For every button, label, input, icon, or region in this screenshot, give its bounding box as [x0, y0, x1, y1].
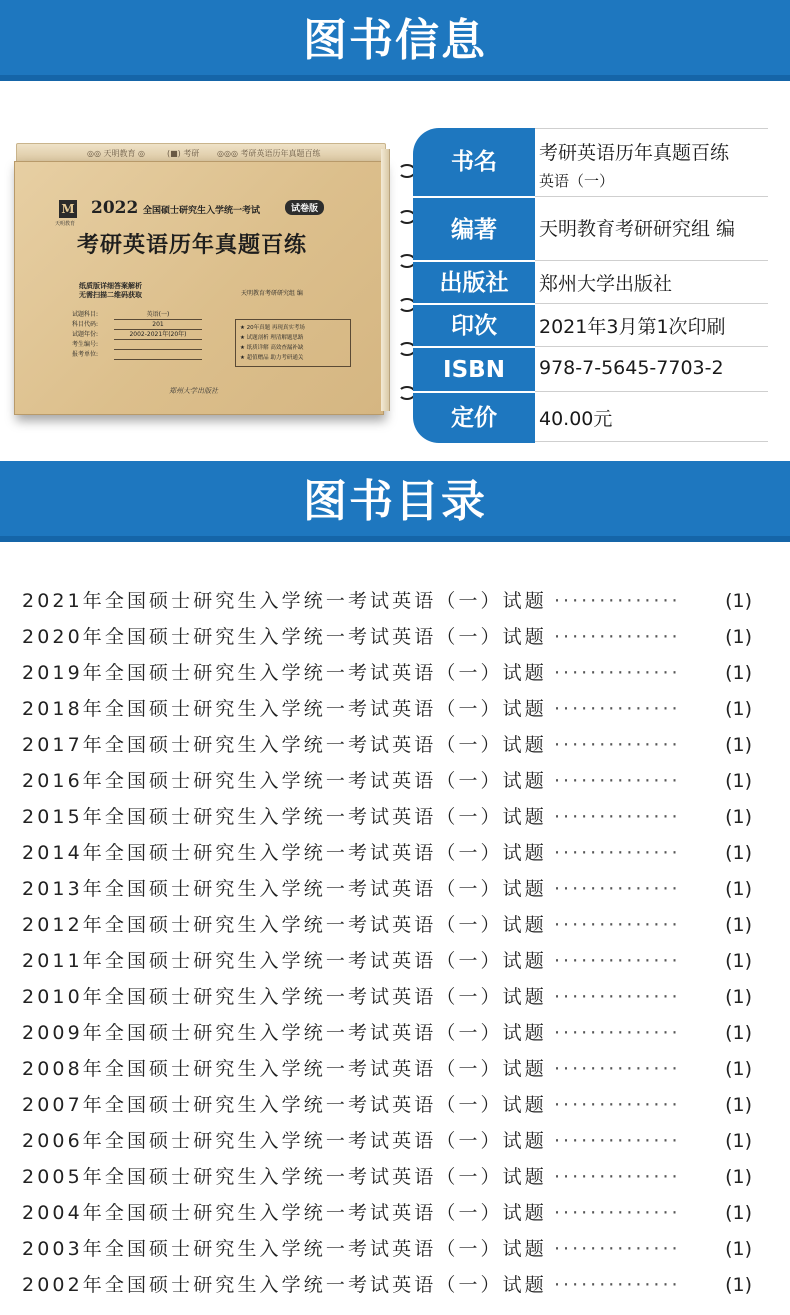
toc-title: 2004年全国硕士研究生入学统一考试英语（一）试题 [22, 1202, 547, 1224]
toc-leader-dots: ·············· [554, 842, 681, 864]
toc-title: 2005年全国硕士研究生入学统一考试英语（一）试题 [22, 1166, 547, 1188]
toc-page: (1) [725, 770, 752, 792]
toc-leader-dots: ·············· [554, 878, 681, 900]
form-row [72, 340, 202, 350]
toc-leader-dots: ·············· [554, 1274, 681, 1296]
book-cover-image [10, 143, 386, 425]
row-divider [535, 441, 768, 442]
toc-leader-dots: ·············· [554, 986, 681, 1008]
form-value [114, 340, 202, 350]
toc-page: (1) [725, 734, 752, 756]
book-front-cover [14, 161, 384, 415]
toc-heading: 图书目录 [303, 476, 487, 527]
toc-title: 2003年全国硕士研究生入学统一考试英语（一）试题 [22, 1238, 547, 1260]
form-label: 试题年份: [72, 331, 99, 338]
cover-publisher: 郑州大学出版社 [169, 387, 218, 395]
toc-entry [22, 583, 752, 619]
feature-item: ★ 20年真题 再现真实考场 [240, 325, 305, 331]
cover-features-box [235, 319, 351, 367]
toc-page: (1) [725, 1094, 752, 1116]
toc-page: (1) [725, 986, 752, 1008]
cover-form [72, 310, 202, 360]
toc-title: 2012年全国硕士研究生入学统一考试英语（一）试题 [22, 914, 547, 936]
toc-leader-dots: ·············· [554, 1094, 681, 1116]
feature-item: ★ 试题剖析 理清解题思路 [240, 335, 304, 341]
toc-leader-dots: ·············· [554, 590, 681, 612]
info-subvalue: 英语（一） [539, 172, 615, 190]
form-label: 试题科目: [72, 311, 99, 318]
info-label: 书名 [451, 149, 497, 175]
toc-title: 2007年全国硕士研究生入学统一考试英语（一）试题 [22, 1094, 547, 1116]
toc-leader-dots: ·············· [554, 1058, 681, 1080]
info-label: 定价 [413, 391, 535, 443]
toc-title: 2019年全国硕士研究生入学统一考试英语（一）试题 [22, 662, 547, 684]
toc-page: (1) [725, 1166, 752, 1188]
toc-entry [22, 619, 752, 655]
toc-page: (1) [725, 1130, 752, 1152]
toc-entry [22, 1051, 752, 1087]
toc-page: (1) [725, 1238, 752, 1260]
toc-leader-dots: ·············· [554, 914, 681, 936]
toc-title: 2013年全国硕士研究生入学统一考试英语（一）试题 [22, 878, 547, 900]
logo-caption: 天明教育 [55, 221, 76, 227]
form-row [72, 350, 202, 360]
toc-page: (1) [725, 1202, 752, 1224]
form-value: 英语(一) [114, 310, 202, 320]
book-info-heading: 图书信息 [303, 15, 487, 66]
toc-page: (1) [725, 806, 752, 828]
toc-leader-dots: ·············· [554, 734, 681, 756]
info-value: 天明教育考研研究组 编 [539, 218, 736, 240]
toc-entry [22, 1087, 752, 1123]
toc-leader-dots: ·············· [554, 1166, 681, 1188]
toc-title: 2006年全国硕士研究生入学统一考试英语（一）试题 [22, 1130, 547, 1152]
toc-page: (1) [725, 626, 752, 648]
info-label: 出版社 [413, 260, 535, 305]
toc-title: 2014年全国硕士研究生入学统一考试英语（一）试题 [22, 842, 547, 864]
info-value: 郑州大学出版社 [539, 273, 673, 295]
toc-page: (1) [725, 950, 752, 972]
banner-stripe [0, 536, 790, 542]
row-divider [535, 303, 768, 304]
form-value: 201 [114, 320, 202, 330]
toc-entry [22, 655, 752, 691]
toc-title: 2002年全国硕士研究生入学统一考试英语（一）试题 [22, 1274, 547, 1296]
toc-entry [22, 1015, 752, 1051]
toc-entry [22, 871, 752, 907]
form-label: 考生编号: [72, 341, 99, 348]
toc-entry [22, 727, 752, 763]
toc-page: (1) [725, 590, 752, 612]
row-divider [535, 196, 768, 197]
toc-title: 2016年全国硕士研究生入学统一考试英语（一）试题 [22, 770, 547, 792]
toc-leader-dots: ·············· [554, 1202, 681, 1224]
toc-leader-dots: ·············· [554, 662, 681, 684]
info-value: 2021年3月第1次印刷 [539, 316, 726, 338]
cover-title: 考研英语历年真题百练 [77, 232, 308, 258]
form-row [72, 320, 202, 330]
row-divider [535, 346, 768, 347]
info-label: ISBN [413, 346, 535, 393]
toc-entry [22, 979, 752, 1015]
cover-year: 2022 [91, 198, 139, 218]
toc-title: 2020年全国硕士研究生入学统一考试英语（一）试题 [22, 626, 547, 648]
toc-page: (1) [725, 698, 752, 720]
book-page-edge [381, 149, 390, 411]
toc-entry [22, 835, 752, 871]
toc-page: (1) [725, 1022, 752, 1044]
row-divider [535, 128, 768, 129]
edition-badge: 试卷版 [285, 200, 324, 215]
toc-title: 2017年全国硕士研究生入学统一考试英语（一）试题 [22, 734, 547, 756]
row-divider [535, 391, 768, 392]
toc-entry [22, 1267, 752, 1303]
toc-page: (1) [725, 662, 752, 684]
book-info-banner [0, 0, 790, 81]
row-divider [535, 260, 768, 261]
form-row [72, 330, 202, 340]
toc-entry [22, 1123, 752, 1159]
toc-title: 2018年全国硕士研究生入学统一考试英语（一）试题 [22, 698, 547, 720]
toc-title: 2008年全国硕士研究生入学统一考试英语（一）试题 [22, 1058, 547, 1080]
toc-entry [22, 943, 752, 979]
toc-leader-dots: ·············· [554, 770, 681, 792]
form-value [114, 350, 202, 360]
toc-page: (1) [725, 1274, 752, 1296]
toc-entry [22, 1231, 752, 1267]
info-value: 40.00元 [539, 408, 613, 430]
toc-title: 2011年全国硕士研究生入学统一考试英语（一）试题 [22, 950, 547, 972]
form-label: 报考单位: [72, 351, 99, 358]
toc-leader-dots: ·············· [554, 626, 681, 648]
toc-entry [22, 907, 752, 943]
book-info-card [413, 128, 768, 443]
cover-exam-name: 全国硕士研究生入学统一考试 [143, 206, 261, 216]
toc-leader-dots: ·············· [554, 806, 681, 828]
feature-item: ★ 超值赠品 助力考研通关 [240, 355, 304, 361]
banner-stripe [0, 75, 790, 81]
toc-entry [22, 691, 752, 727]
feature-item: ★ 纸质详解 高效查漏补缺 [240, 345, 304, 351]
spine-text: ◎◎ 天明教育 ◎ [87, 149, 146, 158]
toc-leader-dots: ·············· [554, 1130, 681, 1152]
toc-leader-dots: ·············· [554, 950, 681, 972]
cover-editor: 天明教育考研研究组 编 [241, 290, 303, 297]
toc-entry [22, 799, 752, 835]
toc-banner [0, 461, 790, 542]
toc-entry [22, 763, 752, 799]
toc-leader-dots: ·············· [554, 698, 681, 720]
toc-leader-dots: ·············· [554, 1022, 681, 1044]
spine-text: ◎◎◎ 考研英语历年真题百练 [217, 149, 321, 158]
publisher-logo: M [59, 200, 77, 218]
form-label: 科目代码: [72, 321, 99, 328]
toc-leader-dots: ·············· [554, 1238, 681, 1260]
toc-title: 2015年全国硕士研究生入学统一考试英语（一）试题 [22, 806, 547, 828]
info-value: 考研英语历年真题百练 [539, 142, 730, 164]
promo-line: 无需扫描二维码获取 [79, 291, 142, 299]
toc-page: (1) [725, 878, 752, 900]
form-value: 2002-2021年(20年) [114, 330, 202, 340]
info-value: 978-7-5645-7703-2 [539, 357, 724, 379]
info-label: 印次 [413, 303, 535, 348]
toc-title: 2009年全国硕士研究生入学统一考试英语（一）试题 [22, 1022, 547, 1044]
toc-page: (1) [725, 1058, 752, 1080]
form-row [72, 310, 202, 320]
toc-entry [22, 1159, 752, 1195]
promo-line: 纸质版详细答案解析 [79, 282, 142, 290]
spine-text: (■) 考研 [167, 149, 200, 158]
toc-title: 2021年全国硕士研究生入学统一考试英语（一）试题 [22, 590, 547, 612]
toc-entry [22, 1195, 752, 1231]
info-label: 编著 [413, 196, 535, 262]
toc-page: (1) [725, 914, 752, 936]
toc-title: 2010年全国硕士研究生入学统一考试英语（一）试题 [22, 986, 547, 1008]
cover-promo [79, 282, 142, 300]
toc-page: (1) [725, 842, 752, 864]
